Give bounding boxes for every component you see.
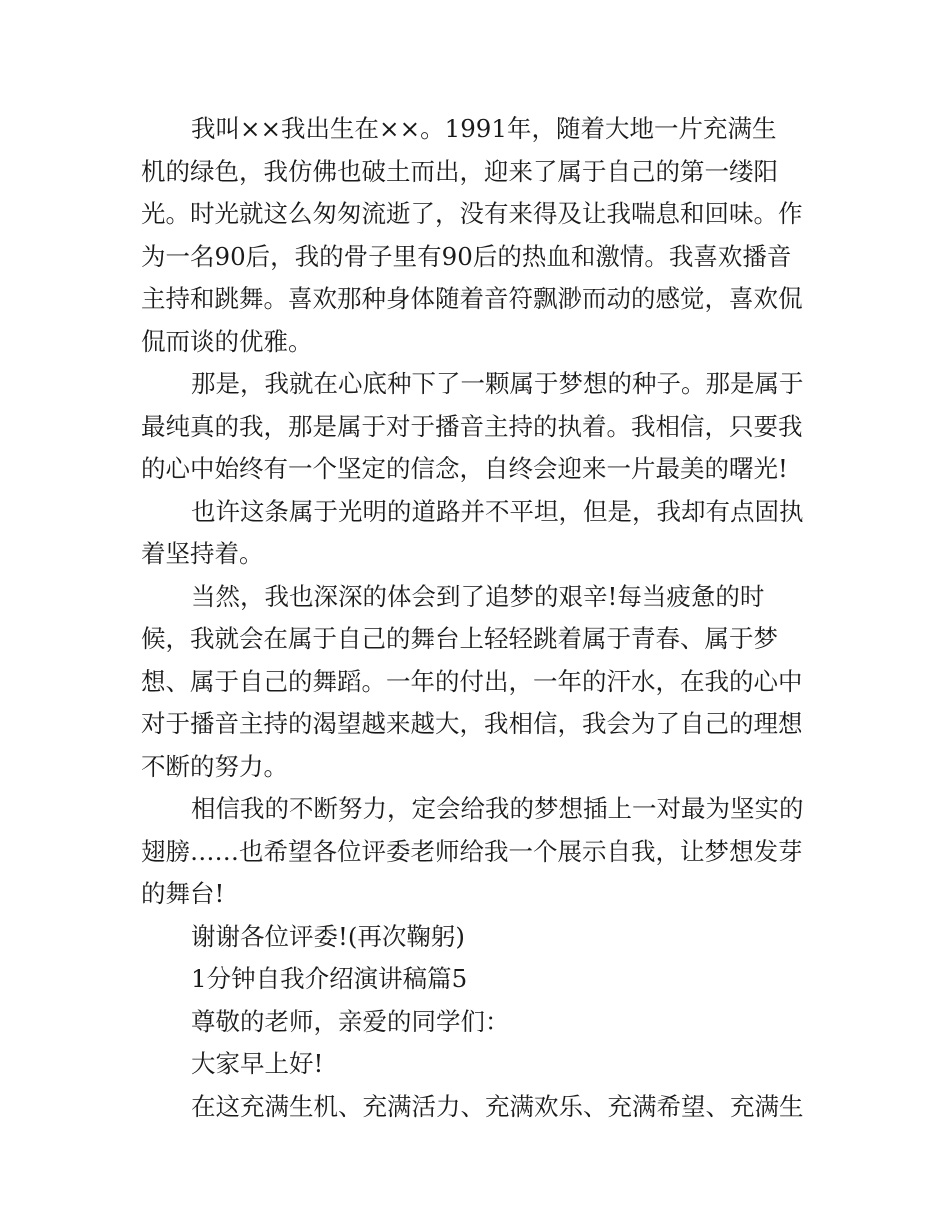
paragraph-line: 最纯真的我，那是属于对于播音主持的执着。我相信，只要我 [141, 411, 803, 441]
greeting-line: 尊敬的老师，亲爱的同学们： [191, 1006, 510, 1036]
paragraph-line: 想、属于自己的舞蹈。一年的付出，一年的汗水，在我的心中 [141, 666, 803, 696]
paragraph-line: 光。时光就这么匆匆流逝了，没有来得及让我喘息和回味。作 [141, 199, 803, 228]
paragraph-line: 侃而谈的优雅。 [141, 326, 313, 356]
paragraph-line: 在这充满生机、充满活力、充满欢乐、充满希望、充满生 [191, 1091, 804, 1121]
paragraph-line: 我叫××我出生在××。1991年，随着大地一片充满生 [191, 114, 777, 143]
paragraph-line: 着坚持着。 [141, 539, 264, 568]
paragraph-line: 候，我就会在属于自己的舞台上轻轻跳着属于青春、属于梦 [141, 624, 778, 653]
paragraph-line: 当然，我也深深的体会到了追梦的艰辛!每当疲惫的时 [191, 581, 765, 611]
paragraph-line: 那是，我就在心底种下了一颗属于梦想的种子。那是属于 [191, 369, 804, 398]
section-heading: 1分钟自我介绍演讲稿篇5 [191, 964, 468, 993]
paragraph-line: 谢谢各位评委!(再次鞠躬) [191, 921, 465, 951]
paragraph-line: 主持和跳舞。喜欢那种身体随着音符飘渺而动的感觉，喜欢侃 [141, 284, 803, 313]
paragraph-line: 翅膀……也希望各位评委老师给我一个展示自我，让梦想发芽 [141, 836, 803, 866]
document-body [141, 108, 811, 1128]
paragraph-line: 机的绿色，我仿佛也破土而出，迎来了属于自己的第一缕阳 [141, 156, 778, 186]
paragraph-line: 的舞台! [141, 879, 225, 908]
paragraph-line: 为一名90后，我的骨子里有90后的热血和激情。我喜欢播音 [141, 241, 792, 271]
greeting-line: 大家早上好! [191, 1049, 324, 1078]
paragraph-line: 不断的努力。 [141, 751, 288, 781]
paragraph-line: 也许这条属于光明的道路并不平坦，但是，我却有点固执 [191, 496, 804, 526]
paragraph-line: 的心中始终有一个坚定的信念，自终会迎来一片最美的曙光! [141, 454, 788, 483]
paragraph-line: 对于播音主持的渴望越来越大，我相信，我会为了自己的理想 [141, 709, 803, 738]
paragraph-line: 相信我的不断努力，定会给我的梦想插上一对最为坚实的 [191, 794, 804, 823]
